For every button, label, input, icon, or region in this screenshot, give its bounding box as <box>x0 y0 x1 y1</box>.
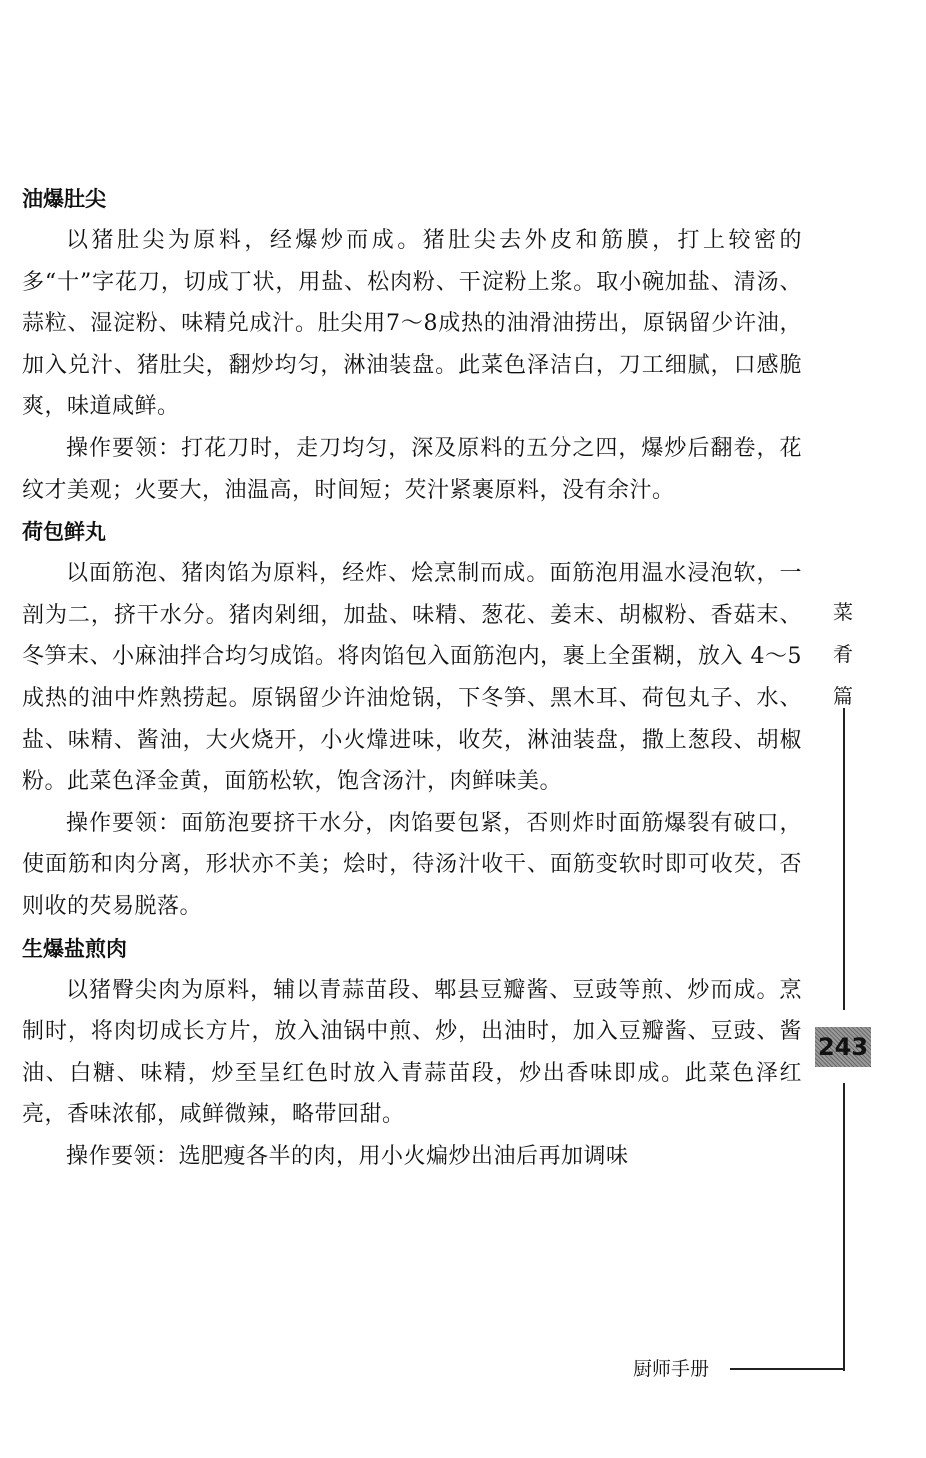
section-body-paragraph: 以猪肚尖为原料，经爆炒而成。猪肚尖去外皮和筋膜，打上较密的多“十”字花刀，切成丁状，用盐、松肉粉、干淀粉上浆。取小碗加盐、清汤、蒜粒、湿淀粉、味精兑成汁。肚尖用7～8成热的油滑油捞出，原锅留少许油，加入兑汁、猪肚尖，翻炒均匀，淋油装盘。此菜色泽洁白，刀工细腻，口感脆爽，味道咸鲜。 <box>22 228 802 420</box>
side-label-char: 菜 <box>833 600 853 624</box>
section-title-shengbao-yanjianrou: 生爆盐煎肉 <box>22 936 127 961</box>
side-label-char: 肴 <box>833 642 853 666</box>
section-tips-paragraph: 操作要领：选肥瘦各半的肉，用小火煸炒出油后再加调味 <box>66 1143 629 1169</box>
side-rule-lower <box>843 1083 845 1371</box>
footer-rule <box>730 1368 845 1370</box>
section-title-youbao-duijian: 油爆肚尖 <box>22 187 106 211</box>
running-footer: 厨师手册 <box>633 1358 710 1380</box>
section-body-paragraph: 以猪臀尖肉为原料，辅以青蒜苗段、郫县豆瓣酱、豆豉等煎、炒而成。烹制时，将肉切成长方片，放入油锅中煎、炒，出油时，加入豆瓣酱、豆豉、酱油、白糖、味精，炒至呈红色时放入青蒜苗段，炒出香味即成。此菜色泽红亮，香味浓郁，咸鲜微辣，略带回甜。 <box>22 977 802 1128</box>
page-number-badge: 243 <box>815 1027 871 1067</box>
page-content <box>22 178 802 1177</box>
section-title-hebao-xianwan: 荷包鲜丸 <box>22 520 106 545</box>
side-rule-upper <box>843 708 845 1010</box>
section-tips-paragraph: 操作要领：打花刀时，走刀均匀，深及原料的五分之四，爆炒后翻卷，花纹才美观；火要大，油温高，时间短；芡汁紧裹原料，没有余汁。 <box>22 435 802 503</box>
chapter-side-label <box>830 596 856 722</box>
section-body-paragraph: 以面筋泡、猪肉馅为原料，经炸、烩烹制而成。面筋泡用温水浸泡软，一剖为二，挤干水分。猪肉剁细，加盐、味精、葱花、姜末、胡椒粉、香菇末、冬笋末、小麻油拌合均匀成馅。将肉馅包入面筋泡内，裹上全蛋糊，放入 4～5 成热的油中炸熟捞起。原锅留少许油炝锅，下冬笋、黑木耳、荷包丸子、水、盐、味精、酱油，大火烧开，小火㸆进味，收芡，淋油装盘，撒上葱段、胡椒粉。此菜色泽金黄，面筋松软，饱含汤汁，肉鲜味美。 <box>22 561 802 795</box>
section-tips-paragraph: 操作要领：面筋泡要挤干水分，肉馅要包紧，否则炸时面筋爆裂有破口，使面筋和肉分离，形状亦不美；烩时，待汤汁收干、面筋变软时即可收芡，否则收的芡易脱落。 <box>22 810 802 919</box>
side-label-char: 篇 <box>833 684 853 708</box>
